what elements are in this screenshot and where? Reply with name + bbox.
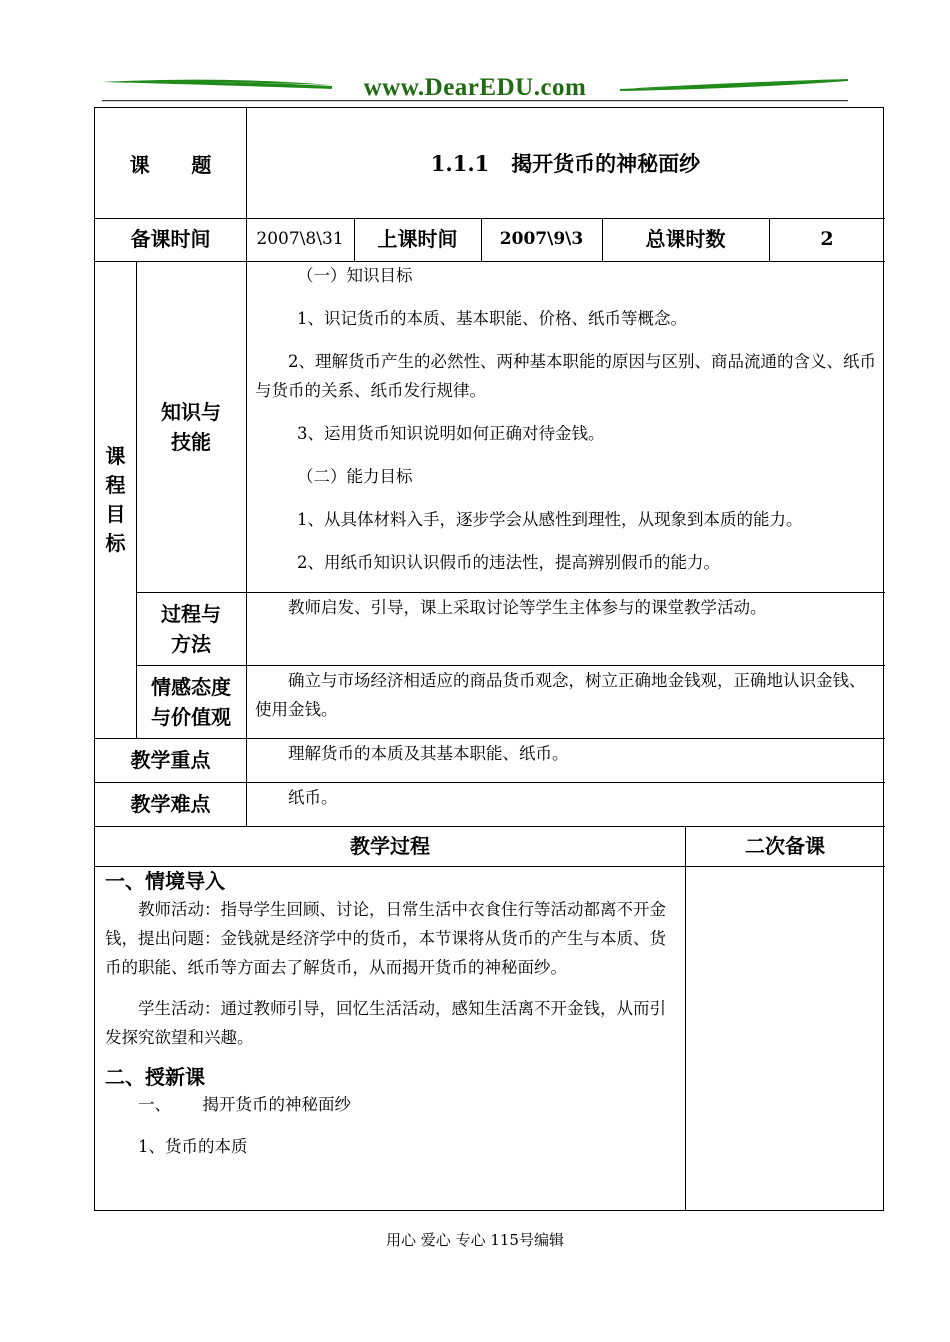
subsection-item: 1、货币的本质	[138, 1137, 248, 1156]
emotion-values-text: 确立与市场经济相适应的商品货币观念，树立正确地金钱观，正确地认识金钱、使用金钱。	[255, 671, 866, 719]
difficulty-label: 教学难点	[130, 792, 211, 816]
teacher-activity: 教师活动：指导学生回顾、讨论，日常生活中衣食住行等活动都离不开金钱，提出问题：金钱就是经济学中的货币，本节课将从货币的产生与本质、货币的职能、纸币等方面去了解货币，从而揭开货币的神秘面纱。	[105, 900, 666, 977]
goal-item: 2、用纸币知识认识假币的违法性，提高辨别假币的能力。	[297, 553, 720, 572]
goal-item: 1、从具体材料入手，逐步学会从感性到理性，从现象到本质的能力。	[297, 510, 803, 529]
student-activity: 学生活动：通过教师引导，回忆生活活动，感知生活离不开金钱，从而引发探究欲望和兴趣。	[105, 999, 666, 1047]
class-time-value: 2007\9\3	[499, 229, 584, 249]
section-new-lesson-title: 二、授新课	[105, 1065, 205, 1089]
goal-item: （二）能力目标	[297, 467, 413, 486]
difficulty-text: 纸币。	[288, 788, 338, 807]
section-intro-title: 一、情境导入	[105, 869, 225, 893]
subsection-heading: 一、 揭开货币的神秘面纱	[138, 1095, 351, 1114]
teaching-process-body	[105, 868, 677, 1161]
goal-item: 3、运用货币知识说明如何正确对待金钱。	[297, 424, 605, 443]
key-point-label: 教学重点	[130, 748, 211, 772]
teaching-process-header: 教学过程	[350, 834, 430, 858]
key-point-text: 理解货币的本质及其基本职能、纸币。	[288, 744, 569, 763]
second-prep-header: 二次备课	[745, 834, 825, 858]
topic-label: 课 题	[129, 152, 212, 177]
goal-item: 1、识记货币的本质、基本职能、价格、纸币等概念。	[297, 309, 687, 328]
emotion-values-label: 情感态度与价值观	[151, 674, 231, 729]
goal-item: 2、理解货币产生的必然性、两种基本职能的原因与区别、商品流通的含义、纸币与货币的关系、纸币发行规律。	[255, 352, 876, 400]
total-hours-value: 2	[820, 228, 834, 250]
class-time-label: 上课时间	[377, 227, 458, 251]
lesson-plan-table	[94, 107, 884, 1211]
total-hours-label: 总课时数	[645, 227, 726, 251]
process-method-text: 教师启发、引导，课上采取讨论等学生主体参与的课堂教学活动。	[288, 598, 767, 617]
knowledge-goals	[255, 261, 880, 592]
prep-time-label: 备课时间	[130, 227, 211, 251]
course-goals-label: 课程目标	[105, 443, 126, 555]
goal-item: （一）知识目标	[297, 266, 413, 285]
page-footer: 用心 爱心 专心 115号编辑	[386, 1231, 564, 1249]
topic-title: 1.1.1 揭开货币的神秘面纱	[430, 151, 701, 176]
knowledge-skills-label: 知识与技能	[161, 399, 221, 454]
site-logo: www.DearEDU.com	[363, 74, 587, 101]
process-method-label: 过程与方法	[161, 601, 221, 656]
header-banner	[100, 72, 850, 106]
prep-time-value: 2007\8\31	[256, 229, 344, 249]
